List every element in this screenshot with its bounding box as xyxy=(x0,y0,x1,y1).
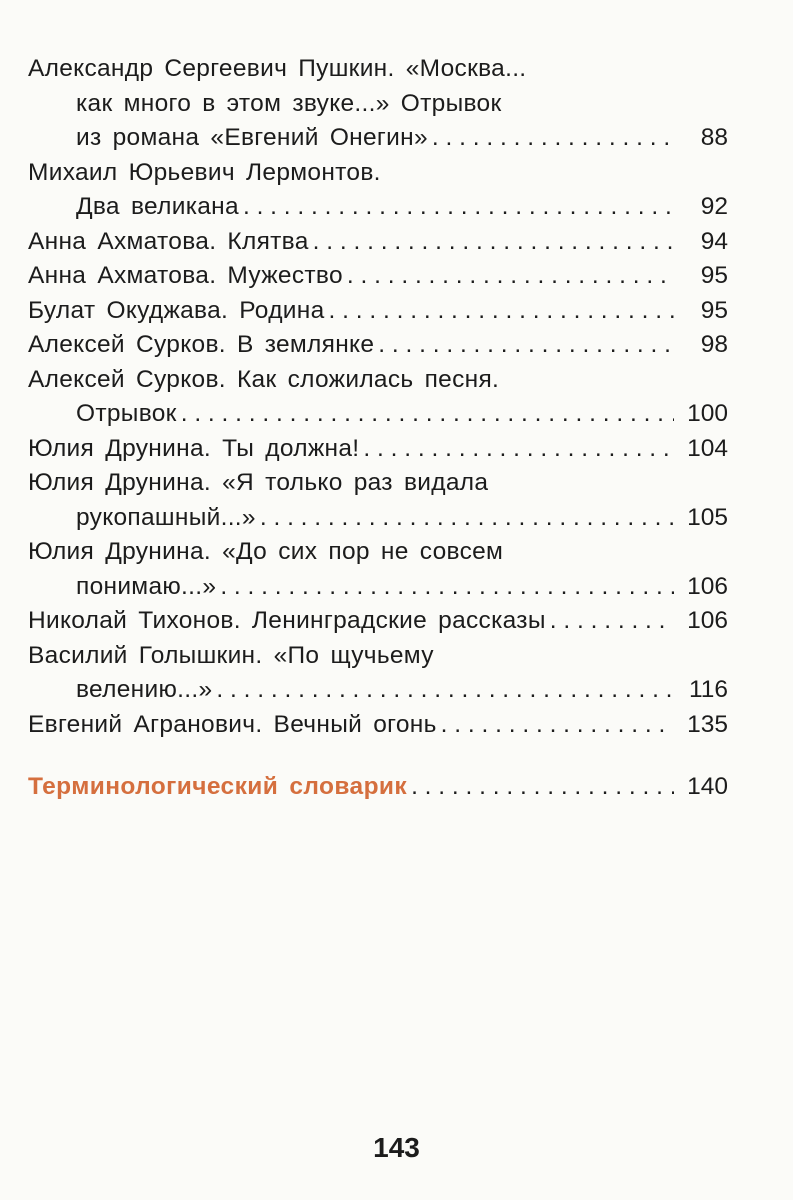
dot-leader xyxy=(260,501,674,536)
toc-page-number: 104 xyxy=(687,434,728,462)
toc-entry[interactable] xyxy=(28,535,728,604)
toc-page-number: 95 xyxy=(700,262,728,289)
toc-entry[interactable] xyxy=(28,328,728,363)
toc-line xyxy=(28,363,728,398)
toc-page-number: 100 xyxy=(687,400,728,427)
toc-entry-text: Юлия Друнина. «Я только раз видала xyxy=(28,469,489,496)
toc-line xyxy=(28,570,728,605)
dot-leader xyxy=(363,432,674,467)
toc-line xyxy=(28,87,728,122)
toc-entry-text: Алексей Сурков. В землянке xyxy=(28,331,375,358)
toc-entry-text: Булат Окуджава. Родина xyxy=(28,296,325,324)
toc-entry[interactable] xyxy=(28,639,728,708)
dot-leader xyxy=(181,397,674,432)
toc-entry[interactable] xyxy=(28,294,728,329)
toc-line xyxy=(28,294,728,329)
toc-entry[interactable] xyxy=(28,432,728,467)
toc-entry-text: Юлия Друнина. «До сих пор не совсем xyxy=(28,538,504,565)
toc-page-number: 116 xyxy=(688,676,728,703)
toc-line xyxy=(28,190,728,225)
toc-page-number: 106 xyxy=(687,607,728,634)
toc-entry-text: велению...» xyxy=(76,676,213,703)
toc-line xyxy=(28,225,728,260)
toc-line xyxy=(28,156,728,191)
toc-line xyxy=(28,639,728,674)
toc-entry-text: Николай Тихонов. Ленинградские рассказы xyxy=(28,607,546,634)
toc-page-number: 140 xyxy=(687,773,728,800)
toc-line xyxy=(28,708,728,743)
toc-entry-text: Терминологический словарик xyxy=(28,773,408,800)
toc-entry-text: рукопашный...» xyxy=(76,503,256,531)
toc-entry[interactable] xyxy=(28,466,728,535)
toc-line xyxy=(28,432,728,467)
dot-leader xyxy=(411,770,674,805)
toc-entry-text: Александр Сергеевич Пушкин. «Москва... xyxy=(28,55,527,82)
toc-line xyxy=(28,604,728,639)
toc-entry[interactable] xyxy=(28,52,728,156)
toc-entry-text: Анна Ахматова. Мужество xyxy=(28,262,343,289)
dot-leader xyxy=(347,259,674,294)
toc-page-number: 98 xyxy=(700,331,728,358)
toc-entry-text: из романа «Евгений Онегин» xyxy=(76,124,428,151)
toc-entry-text: Евгений Агранович. Вечный огонь xyxy=(28,710,437,738)
toc-entry[interactable] xyxy=(28,259,728,294)
toc-line xyxy=(28,466,728,501)
toc-entry-text: как много в этом звуке...» Отрывок xyxy=(76,89,502,117)
toc-line xyxy=(28,328,728,363)
toc-page-number: 88 xyxy=(700,124,728,151)
toc-line xyxy=(28,673,728,708)
toc-line xyxy=(28,259,728,294)
page-number: 143 xyxy=(373,1132,420,1163)
table-of-contents xyxy=(28,52,728,805)
toc-entry[interactable] xyxy=(28,156,728,225)
toc-entry[interactable] xyxy=(28,708,728,743)
toc-page-number: 95 xyxy=(700,296,728,324)
toc-entry-text: Алексей Сурков. Как сложилась песня. xyxy=(28,365,500,393)
toc-entry-glossary[interactable] xyxy=(28,770,728,805)
toc-entry-text: понимаю...» xyxy=(76,572,217,600)
dot-leader xyxy=(441,708,674,743)
toc-line xyxy=(28,397,728,432)
toc-entry-text: Анна Ахматова. Клятва xyxy=(28,227,309,255)
toc-entry[interactable] xyxy=(28,225,728,260)
toc-entry[interactable] xyxy=(28,604,728,639)
dot-leader xyxy=(378,328,674,363)
toc-page-number: 135 xyxy=(687,710,728,738)
dot-leader xyxy=(243,190,674,225)
dot-leader xyxy=(550,604,674,639)
dot-leader xyxy=(220,570,674,605)
toc-entry-text: Два великана xyxy=(76,193,239,220)
toc-entry-text: Юлия Друнина. Ты должна! xyxy=(28,434,360,462)
toc-line xyxy=(28,52,728,87)
toc-entry-text: Василий Голышкин. «По щучьему xyxy=(28,641,434,669)
toc-line xyxy=(28,535,728,570)
toc-page-number: 92 xyxy=(700,193,728,220)
toc-page-number: 94 xyxy=(700,227,728,255)
toc-entry[interactable] xyxy=(28,363,728,432)
toc-entry-text: Отрывок xyxy=(76,400,177,427)
dot-leader xyxy=(329,294,674,329)
toc-page-number: 105 xyxy=(687,503,728,531)
dot-leader xyxy=(216,673,674,708)
toc-page-number: 106 xyxy=(687,572,728,600)
dot-leader xyxy=(432,121,674,156)
toc-line xyxy=(28,501,728,536)
dot-leader xyxy=(313,225,674,260)
toc-line xyxy=(28,121,728,156)
toc-line xyxy=(28,770,728,805)
toc-entry-text: Михаил Юрьевич Лермонтов. xyxy=(28,158,381,186)
